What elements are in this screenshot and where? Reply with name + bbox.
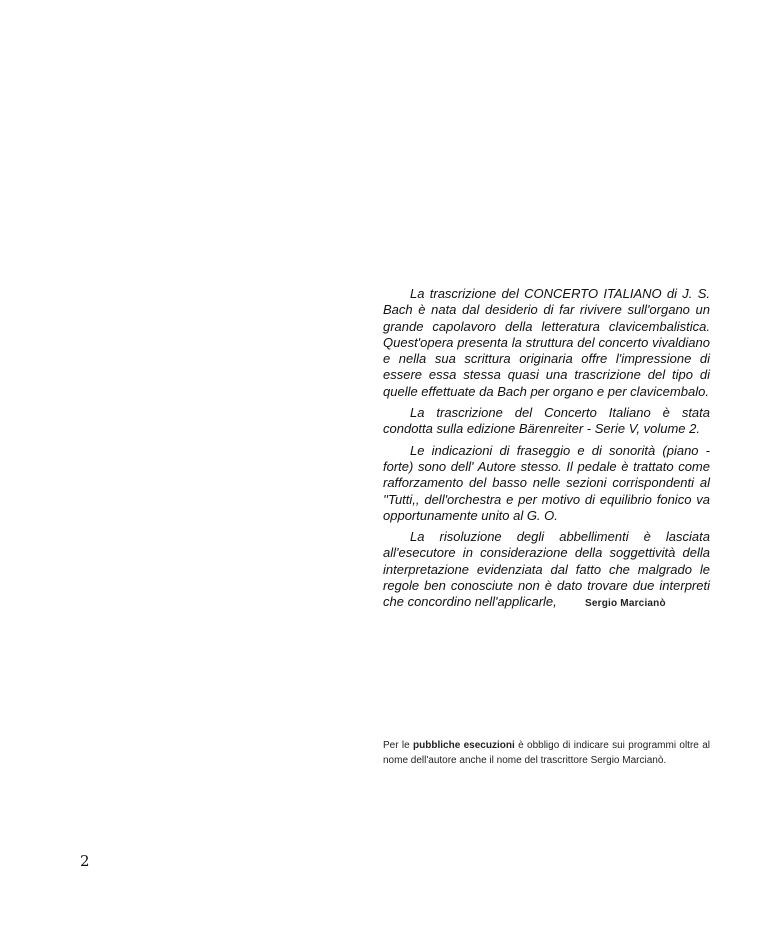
signature-row (383, 594, 710, 611)
author-signature: Sergio Marcianò (585, 597, 666, 609)
preface-paragraph-1: La trascrizione del CONCERTO ITALIANO di J. S. Bach è nata dal desiderio di far rivivere sull'organo un grande capolavoro della letteratura clavicembalistica. Quest'opera presenta la struttura del concerto vivaldiano e nella sua scrittura originaria offre l'impressione di essere essa stessa quasi una trascrizione del tipo di quelle effettuate da Bach per organo e per clavicembalo. (383, 286, 710, 399)
notice-suffix: è obbligo di indicare sui programmi oltre al nome dell'autore anche il nome del trascrittore Sergio Marcianò. (383, 740, 710, 767)
performance-rights-notice (383, 738, 710, 769)
notice-prefix: Per le (383, 740, 414, 751)
notice-bold-phrase: pubbliche esecuzioni (413, 740, 515, 751)
preface-text-block (383, 286, 710, 611)
preface-paragraph-3: Le indicazioni di fraseggio e di sonorità (piano - forte) sono dell' Autore stesso. Il pedale è trattato come rafforzamento del basso nelle sezioni corrispondenti al ''Tutti,, dell'orchestra e per motivo di equilibrio fonico va opportunamente unito al G. O. (383, 442, 710, 523)
page-number: 2 (80, 852, 90, 870)
preface-paragraph-2: La trascrizione del Concerto Italiano è stata condotta sulla edizione Bärenreiter - Serie V, volume 2. (383, 405, 710, 437)
preface-paragraph-4: La risoluzione degli abbellimenti è lasciata all'esecutore in considerazione della soggettività della interpretazione evidenziata dal fatto che malgrado le regole ben conosciute non è dato trovare due interpreti che concordino nell'applicarle, (383, 529, 710, 610)
